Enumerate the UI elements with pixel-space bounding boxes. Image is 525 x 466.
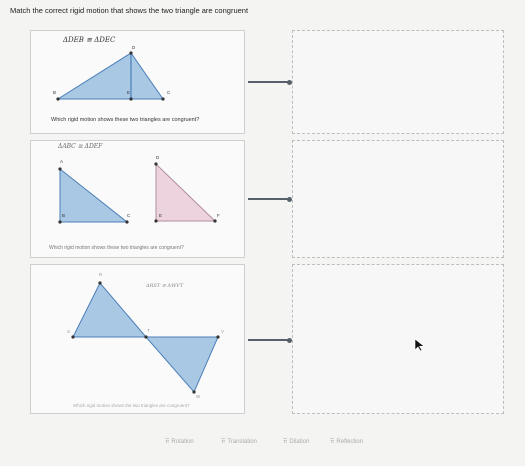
triangle-dec — [131, 53, 163, 99]
question-text-3: Which rigid motion shows the two triangles are congruent? — [73, 403, 190, 408]
question-text-1: Which rigid motion shows these two triangles are congruent? — [51, 117, 200, 123]
drag-handle-icon: ⠿ — [330, 439, 334, 445]
option-translation[interactable] — [221, 438, 257, 445]
question-card-1 — [30, 30, 245, 134]
vertex-s-dot — [71, 335, 74, 338]
triangle-wvt — [146, 337, 218, 392]
triangle-def — [156, 164, 215, 221]
vertex-b-label: B — [62, 213, 66, 218]
option-dilation[interactable] — [283, 438, 309, 445]
vertex-d-dot — [129, 51, 132, 54]
vertex-a-label: A — [60, 159, 64, 164]
vertex-e-dot — [154, 219, 157, 222]
vertex-v-dot — [216, 335, 219, 338]
mouse-pointer-icon — [414, 338, 426, 352]
vertex-d-dot — [154, 162, 157, 165]
vertex-t-label: T — [147, 328, 150, 333]
answer-dropzone-2[interactable] — [292, 140, 504, 258]
vertex-b-dot — [58, 220, 61, 223]
vertex-t-dot — [144, 335, 147, 338]
vertex-r-label: R — [99, 272, 103, 277]
option-reflection[interactable] — [330, 438, 363, 445]
drag-handle-icon: ⠿ — [221, 439, 225, 445]
congruence-statement-1: ΔDEB ≅ ΔDEC — [63, 36, 116, 44]
congruence-statement-3: ΔRST ≅ ΔWVT — [146, 283, 184, 289]
match-connector-3[interactable] — [248, 339, 290, 341]
drag-handle-icon: ⠿ — [165, 439, 169, 445]
question-card-3 — [30, 264, 245, 414]
option-label: Rotation — [171, 439, 194, 445]
triangle-figure-2 — [31, 141, 246, 259]
match-connector-2[interactable] — [248, 198, 290, 200]
triangle-figure-3 — [31, 265, 246, 415]
vertex-c-dot — [161, 97, 164, 100]
option-label: Reflection — [336, 439, 364, 445]
vertex-d-label: D — [132, 45, 136, 50]
vertex-a-dot — [58, 167, 61, 170]
congruence-statement-2: ΔABC ≅ ΔDEF — [58, 143, 103, 150]
match-connector-1[interactable] — [248, 81, 290, 83]
vertex-s-label: S — [67, 329, 71, 334]
triangle-deb — [58, 53, 131, 99]
vertex-e-dot — [129, 97, 132, 100]
answer-dropzone-3[interactable] — [292, 264, 504, 414]
vertex-w-label: W — [196, 394, 201, 399]
triangle-rst — [73, 283, 146, 337]
vertex-d-label: D — [156, 155, 160, 160]
vertex-b-dot — [56, 97, 59, 100]
vertex-e-label: E — [159, 213, 163, 218]
triangle-abc — [60, 169, 127, 222]
answer-dropzone-1[interactable] — [292, 30, 504, 134]
vertex-v-label: V — [221, 329, 225, 334]
vertex-f-dot — [213, 219, 216, 222]
option-label: Translation — [227, 439, 257, 445]
vertex-c-dot — [125, 220, 128, 223]
option-rotation[interactable] — [165, 438, 194, 445]
vertex-b-label: B — [53, 90, 57, 95]
option-label: Dilation — [289, 439, 310, 445]
vertex-c-label: C — [167, 90, 171, 95]
instructions: Match the correct rigid motion that shows the two triangle are congruent — [10, 6, 249, 15]
drag-handle-icon: ⠿ — [283, 439, 287, 445]
vertex-r-dot — [98, 281, 101, 284]
vertex-c-label: C — [127, 213, 131, 218]
vertex-f-label: F — [217, 213, 220, 218]
vertex-e-label: E — [127, 90, 131, 95]
question-text-2: Which rigid motion shows these two triangles are congruent? — [49, 245, 184, 251]
question-card-2 — [30, 140, 245, 258]
answer-options — [0, 438, 525, 458]
